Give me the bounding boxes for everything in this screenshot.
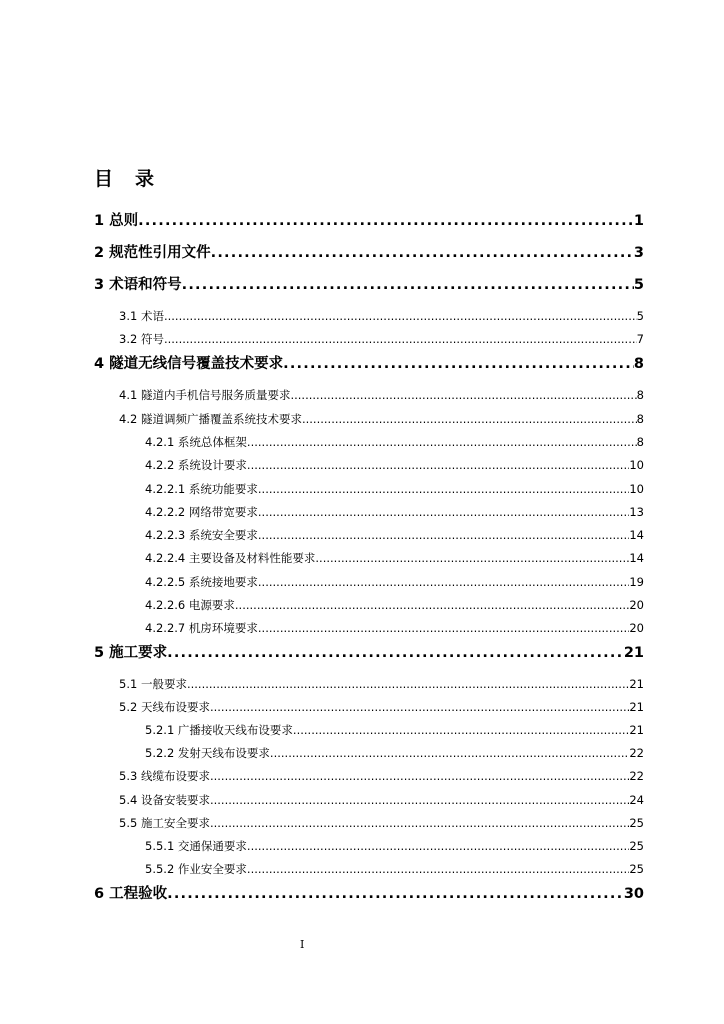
toc-entry[interactable] (119, 387, 644, 403)
page-number: I (300, 938, 305, 951)
toc-entry-page: 25 (629, 816, 644, 830)
toc-entry-label: 3 术语和符号 (94, 277, 182, 293)
toc-entry[interactable] (145, 838, 644, 854)
toc-leader (247, 435, 637, 449)
toc-entry-page: 8 (636, 435, 644, 449)
toc-entry[interactable] (119, 815, 644, 831)
toc-entry-page: 14 (629, 551, 644, 565)
toc-entry-page: 21 (629, 677, 644, 691)
toc-entry-label: 4.2.2.2 网络带宽要求 (145, 505, 258, 519)
toc-leader (258, 575, 629, 589)
toc-entry[interactable] (145, 550, 644, 566)
toc-entry[interactable] (145, 457, 644, 473)
toc-entry-page: 13 (629, 505, 644, 519)
toc-entry[interactable] (145, 745, 644, 761)
toc-entry[interactable] (119, 308, 644, 324)
toc-leader (164, 332, 637, 346)
toc-title-part1: 目 (94, 168, 114, 190)
toc-entry-label: 4 隧道无线信号覆盖技术要求 (94, 356, 284, 372)
toc-leader (247, 458, 629, 472)
toc-entry-label: 2 规范性引用文件 (94, 245, 211, 261)
toc-leader (270, 746, 629, 760)
toc-leader (211, 245, 634, 261)
toc-entry-page: 30 (623, 886, 644, 902)
toc-entry[interactable] (119, 411, 644, 427)
toc-entry-label: 4.2.2 系统设计要求 (145, 458, 247, 472)
toc-leader (210, 700, 629, 714)
toc-entry[interactable] (145, 481, 644, 497)
toc-entry-label: 5.2.2 发射天线布设要求 (145, 746, 270, 760)
toc-entry-page: 7 (636, 332, 644, 346)
toc-entry-label: 4.2.2.1 系统功能要求 (145, 482, 258, 496)
toc-entry[interactable] (145, 527, 644, 543)
toc-leader (315, 551, 629, 565)
toc-entry[interactable] (119, 331, 644, 347)
toc-entry[interactable] (145, 597, 644, 613)
toc-entry-page: 10 (629, 482, 644, 496)
toc-leader (210, 793, 629, 807)
toc-leader (182, 277, 634, 293)
toc-leader (293, 723, 629, 737)
toc-entry-label: 1 总则 (94, 213, 139, 229)
toc-entry-page: 8 (636, 388, 644, 402)
toc-leader (258, 621, 629, 635)
toc-entry-label: 5.3 线缆布设要求 (119, 769, 210, 783)
toc-entry-page: 8 (636, 412, 644, 426)
toc-title-part2: 录 (135, 168, 155, 190)
toc-leader (247, 862, 629, 876)
toc-leader (167, 645, 624, 661)
toc-entry-label: 5.1 一般要求 (119, 677, 187, 691)
toc-entry-label: 4.2.2.5 系统接地要求 (145, 575, 258, 589)
toc-entry-page: 20 (629, 598, 644, 612)
toc-entry-label: 5.5 施工安全要求 (119, 816, 210, 830)
toc-entry[interactable] (94, 882, 644, 903)
toc-entry-page: 3 (633, 245, 644, 261)
toc-entry-label: 3.2 符号 (119, 332, 164, 346)
toc-entry[interactable] (145, 434, 644, 450)
toc-entry[interactable] (145, 574, 644, 590)
toc-entry-label: 5 施工要求 (94, 645, 168, 661)
toc-entry[interactable] (119, 699, 644, 715)
toc-entry-label: 4.2.2.4 主要设备及材料性能要求 (145, 551, 316, 565)
toc-entry-page: 8 (633, 356, 644, 372)
toc-leader (258, 482, 629, 496)
toc-entry-page: 1 (633, 213, 644, 229)
toc-entry-page: 22 (629, 769, 644, 783)
toc-entry-page: 14 (629, 528, 644, 542)
toc-title (94, 164, 154, 191)
toc-entry[interactable] (119, 768, 644, 784)
toc-entry-label: 4.2.2.6 电源要求 (145, 598, 235, 612)
toc-entry-page: 10 (629, 458, 644, 472)
toc-leader (138, 213, 634, 229)
toc-entry-label: 5.5.2 作业安全要求 (145, 862, 247, 876)
toc-entry-label: 5.2.1 广播接收天线布设要求 (145, 723, 293, 737)
toc-entry-page: 5 (633, 277, 644, 293)
toc-entry-label: 4.2 隧道调频广播覆盖系统技术要求 (119, 412, 302, 426)
toc-leader (247, 839, 629, 853)
toc-entry-page: 20 (629, 621, 644, 635)
toc-leader (290, 388, 636, 402)
toc-leader (258, 528, 629, 542)
toc-entry-label: 4.1 隧道内手机信号服务质量要求 (119, 388, 291, 402)
toc-entry[interactable] (145, 504, 644, 520)
toc-leader (283, 356, 634, 372)
toc-entry[interactable] (119, 676, 644, 692)
toc-entry-label: 5.5.1 交通保通要求 (145, 839, 247, 853)
toc-entry-label: 5.2 天线布设要求 (119, 700, 210, 714)
toc-entry-page: 19 (629, 575, 644, 589)
toc-entry-label: 6 工程验收 (94, 886, 168, 902)
toc-entry-page: 21 (629, 700, 644, 714)
toc-entry[interactable] (94, 209, 644, 230)
toc-entry[interactable] (119, 792, 644, 808)
toc-leader (258, 505, 629, 519)
toc-leader (210, 816, 629, 830)
toc-leader (302, 412, 637, 426)
toc-leader (210, 769, 629, 783)
toc-entry-page: 21 (629, 723, 644, 737)
toc-entry-label: 5.4 设备安装要求 (119, 793, 210, 807)
toc-entry-label: 3.1 术语 (119, 309, 164, 323)
toc-entry-page: 22 (629, 746, 644, 760)
toc-entry[interactable] (94, 352, 644, 373)
toc-entry[interactable] (145, 861, 644, 877)
toc-leader (235, 598, 629, 612)
toc-entry[interactable] (94, 273, 644, 294)
toc-entry-page: 25 (629, 839, 644, 853)
toc-entry-page: 21 (623, 645, 644, 661)
toc-leader (167, 886, 624, 902)
toc-entry[interactable] (94, 241, 644, 262)
toc-leader (164, 309, 637, 323)
toc-entry-page: 5 (636, 309, 644, 323)
toc-entry[interactable] (145, 620, 644, 636)
toc-leader (187, 677, 629, 691)
toc-entry-label: 4.2.1 系统总体框架 (145, 435, 247, 449)
toc-entry[interactable] (145, 722, 644, 738)
toc-entry-label: 4.2.2.7 机房环境要求 (145, 621, 258, 635)
toc-entry[interactable] (94, 641, 644, 662)
toc-entry-label: 4.2.2.3 系统安全要求 (145, 528, 258, 542)
toc-entry-page: 24 (629, 793, 644, 807)
toc-entry-page: 25 (629, 862, 644, 876)
